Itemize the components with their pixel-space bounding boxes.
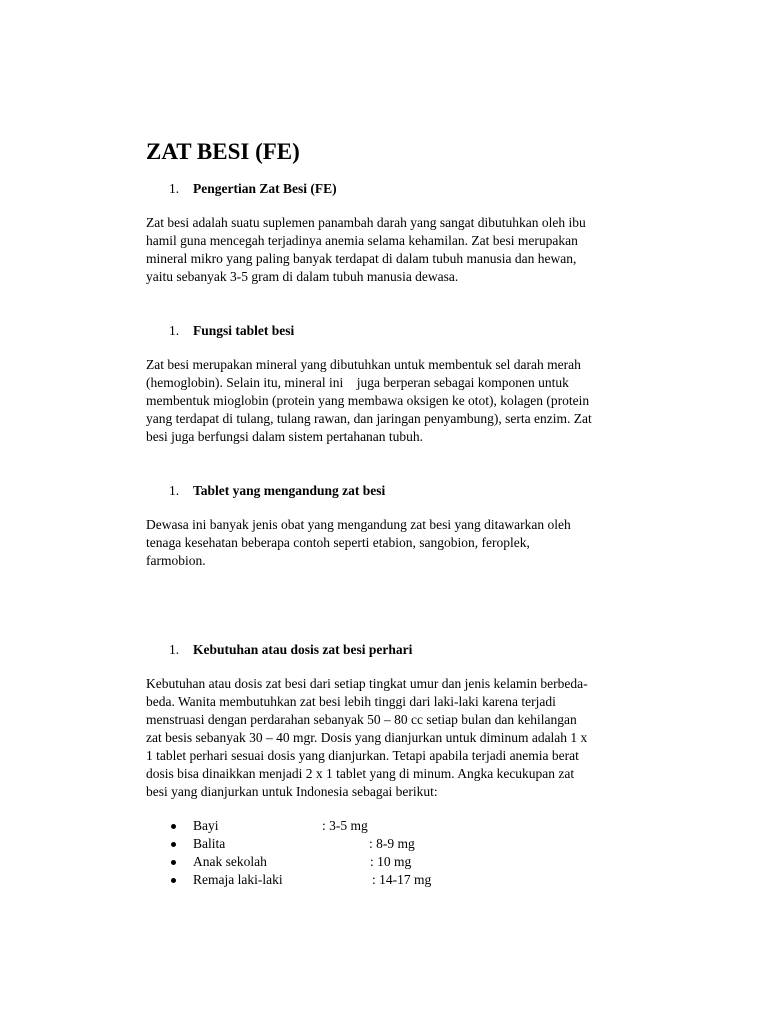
dosage-label: Balita xyxy=(193,836,226,851)
dosage-label: Anak sekolah xyxy=(193,854,267,869)
section-number: 1. xyxy=(169,181,180,196)
section-heading-text: Fungsi tablet besi xyxy=(193,323,295,338)
section-heading-text: Kebutuhan atau dosis zat besi perhari xyxy=(193,642,413,657)
paragraph-line: 1 tablet perhari sesuai dosis yang dianjurkan. Tetapi apabila terjadi anemia berat xyxy=(146,748,579,763)
paragraph-line: besi yang dianjurkan untuk Indonesia sebagai berikut: xyxy=(146,784,438,799)
section-number: 1. xyxy=(169,323,180,338)
section-heading-text: Tablet yang mengandung zat besi xyxy=(193,483,386,498)
list-item xyxy=(146,871,666,889)
document-title: ZAT BESI (FE) xyxy=(146,139,300,164)
dosage-value: : 3-5 mg xyxy=(322,818,368,833)
paragraph-tablet xyxy=(146,516,666,570)
dosage-list xyxy=(146,817,666,889)
paragraph-line: Kebutuhan atau dosis zat besi dari setiap tingkat umur dan jenis kelamin berbeda- xyxy=(146,676,588,691)
paragraph-line: Zat besi adalah suatu suplemen panambah darah yang sangat dibutuhkan oleh ibu xyxy=(146,215,586,230)
paragraph-kebutuhan xyxy=(146,675,666,801)
section-number: 1. xyxy=(169,642,180,657)
paragraph-line: dosis bisa dinaikkan menjadi 2 x 1 tablet yang di minum. Angka kecukupan zat xyxy=(146,766,575,781)
list-item xyxy=(146,817,666,835)
paragraph-line: yaitu sebanyak 3-5 gram di dalam tubuh manusia dewasa. xyxy=(146,269,459,284)
paragraph-line: farmobion. xyxy=(146,553,206,568)
list-item xyxy=(146,835,666,853)
section-heading-fungsi xyxy=(146,322,666,340)
section-heading-tablet xyxy=(146,482,666,500)
section-heading-pengertian xyxy=(146,180,666,198)
paragraph-fungsi xyxy=(146,356,666,446)
dosage-value: : 8-9 mg xyxy=(369,836,415,851)
paragraph-line: membentuk mioglobin (protein yang membawa oksigen ke otot), kolagen (protein xyxy=(146,393,590,408)
paragraph-line: Dewasa ini banyak jenis obat yang mengandung zat besi yang ditawarkan oleh xyxy=(146,517,571,532)
paragraph-line: hamil guna mencegah terjadinya anemia selama kehamilan. Zat besi merupakan xyxy=(146,233,578,248)
paragraph-line: (hemoglobin). Selain itu, mineral ini juga berperan sebagai komponen untuk xyxy=(146,375,569,390)
paragraph-line: zat besis sebanyak 30 – 40 mgr. Dosis yang dianjurkan untuk diminum adalah 1 x xyxy=(146,730,588,745)
paragraph-line: Zat besi merupakan mineral yang dibutuhkan untuk membentuk sel darah merah xyxy=(146,357,581,372)
dosage-value: : 14-17 mg xyxy=(372,872,432,887)
paragraph-line: tenaga kesehatan beberapa contoh seperti etabion, sangobion, feroplek, xyxy=(146,535,530,550)
paragraph-line: beda. Wanita membutuhkan zat besi lebih tinggi dari laki-laki karena terjadi xyxy=(146,694,556,709)
section-heading-text: Pengertian Zat Besi (FE) xyxy=(193,181,337,196)
list-item xyxy=(146,853,666,871)
dosage-value: : 10 mg xyxy=(370,854,412,869)
paragraph-line: mineral mikro yang paling banyak terdapat di dalam tubuh manusia dan hewan, xyxy=(146,251,577,266)
section-number: 1. xyxy=(169,483,180,498)
dosage-label: Bayi xyxy=(193,818,219,833)
document-page xyxy=(146,138,666,889)
paragraph-line: menstruasi dengan perdarahan sebanyak 50 – 80 cc setiap bulan dan kehilangan xyxy=(146,712,577,727)
section-heading-kebutuhan xyxy=(146,641,666,659)
paragraph-line: besi juga berfungsi dalam sistem pertahanan tubuh. xyxy=(146,429,424,444)
dosage-label: Remaja laki-laki xyxy=(193,872,283,887)
paragraph-line: yang terdapat di tulang, tulang rawan, dan jaringan penyambung), serta enzim. Zat xyxy=(146,411,592,426)
paragraph-pengertian xyxy=(146,214,666,286)
